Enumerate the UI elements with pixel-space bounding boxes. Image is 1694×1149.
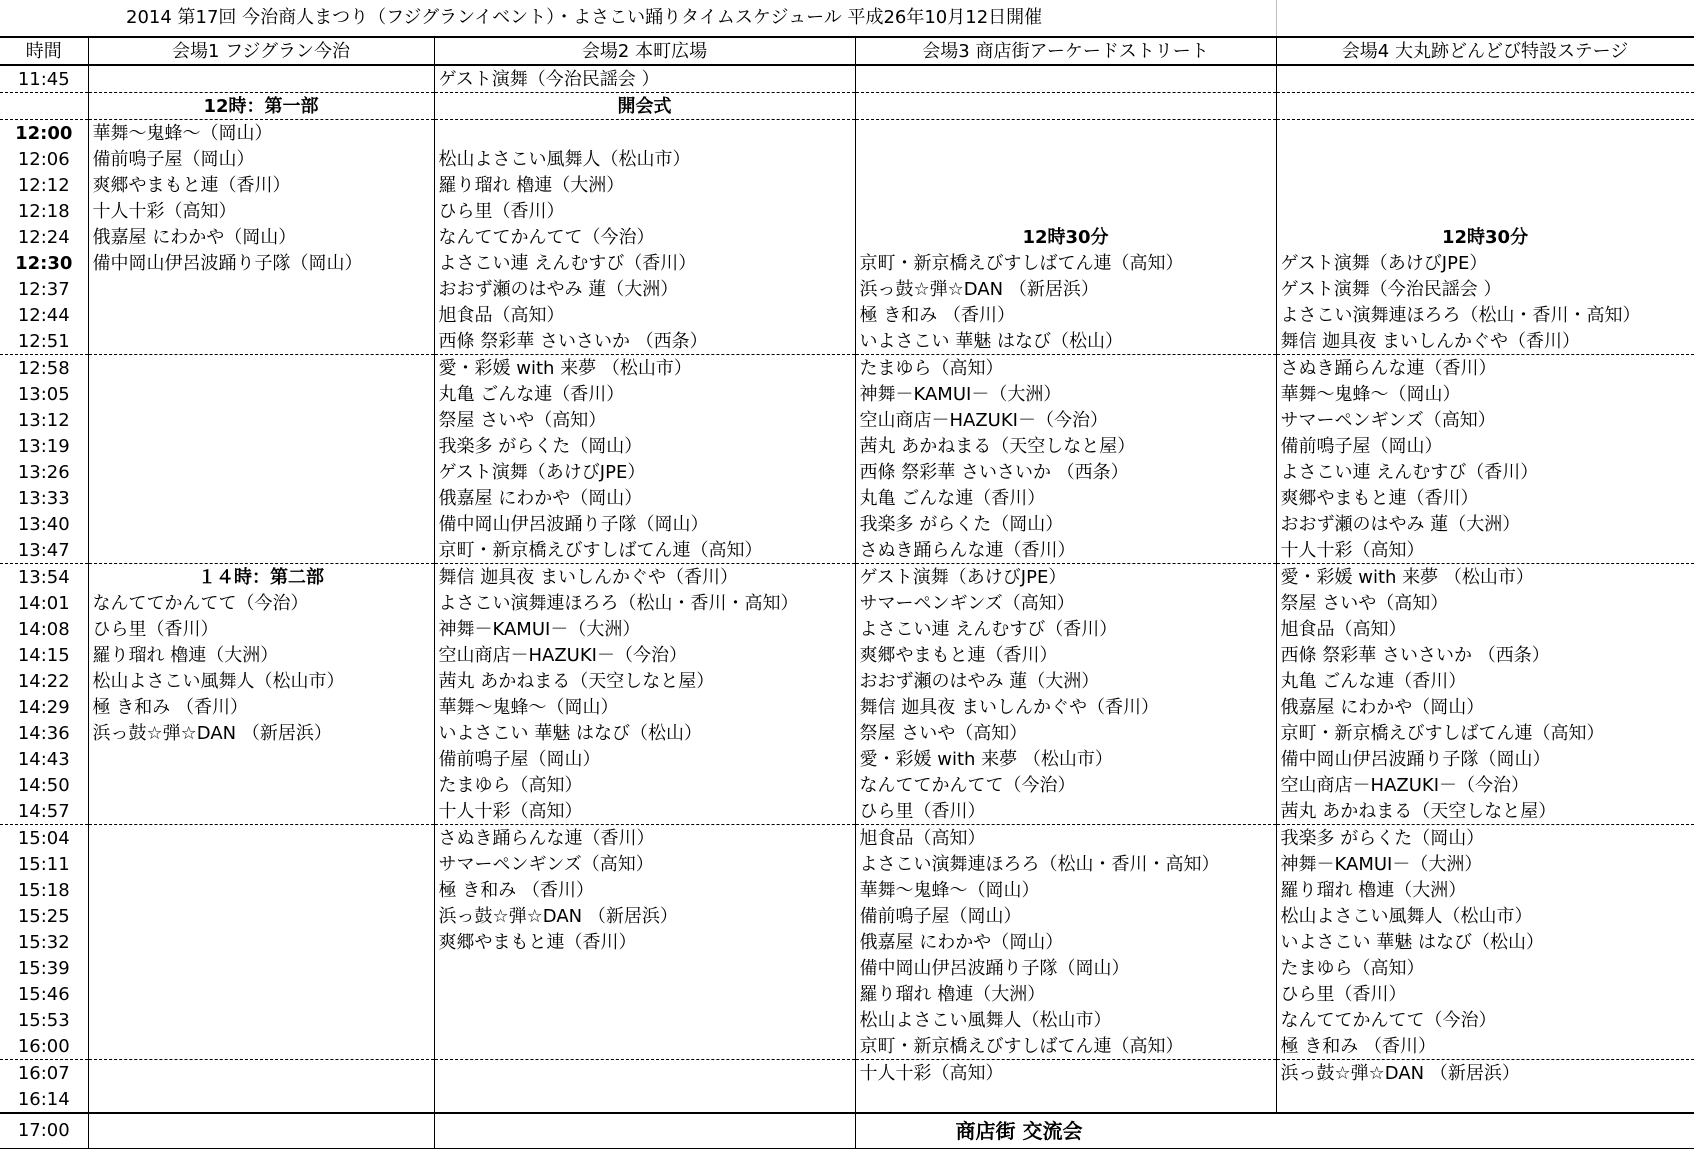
time-cell: 15:04: [0, 825, 88, 852]
venue-2-cell: いよさこい 華魅 はなび（松山）: [434, 720, 855, 746]
venue-3-cell: [855, 172, 1276, 198]
venue-3-cell: [855, 93, 1276, 120]
venue-4-cell: たまゆら（高知）: [1276, 955, 1694, 981]
venue-2-cell: [434, 1086, 855, 1113]
venue-3-cell: 我楽多 がらくた（岡山）: [855, 511, 1276, 537]
venue-4-cell: 爽郷やまもと連（香川）: [1276, 485, 1694, 511]
time-cell: 14:57: [17, 800, 70, 822]
venue-4-cell: [1276, 93, 1694, 120]
venue-2-cell: 京町・新京橋えびすしばてん連（高知）: [434, 537, 855, 564]
schedule-row: [0, 302, 1694, 328]
time-cell: 15:46: [17, 983, 70, 1005]
venue-3-cell: 旭食品（高知）: [855, 825, 1276, 852]
venue-1-cell: [88, 955, 434, 981]
venue-1-cell: [88, 328, 434, 355]
schedule-row: [0, 798, 1694, 825]
header-row: [0, 37, 1694, 65]
venue-3-cell: [855, 120, 1276, 147]
footer-exchange-event: 商店街 交流会: [855, 1113, 1694, 1149]
schedule-row: [0, 1033, 1694, 1060]
venue-2-cell: 西條 祭彩華 さいさいか （西条）: [434, 328, 855, 355]
venue-1-cell: [88, 981, 434, 1007]
venue-3-cell: 極 き和み （香川）: [855, 302, 1276, 328]
venue-4-cell: [1276, 146, 1694, 172]
venue-1-cell: [88, 877, 434, 903]
time-cell: 14:01: [17, 592, 70, 614]
schedule-row: [0, 746, 1694, 772]
venue-2-cell: よさこい連 えんむすび（香川）: [434, 250, 855, 276]
time-cell: 14:43: [17, 748, 70, 770]
venue-4-cell: 西條 祭彩華 さいさいか （西条）: [1276, 642, 1694, 668]
time-cell: 14:29: [17, 696, 70, 718]
title-row: [0, 0, 1694, 37]
venue-2-cell: ゲスト演舞（あけびJPE）: [434, 459, 855, 485]
venue-3-cell: [855, 65, 1276, 93]
schedule-row: [0, 120, 1694, 147]
venue-1-cell: １４時：第二部: [88, 564, 434, 591]
venue-4-cell: よさこい連 えんむすび（香川）: [1276, 459, 1694, 485]
schedule-row: [0, 929, 1694, 955]
venue-1-cell: [88, 459, 434, 485]
venue-2-cell: 空山商店－HAZUKI－（今治）: [434, 642, 855, 668]
venue-2-cell: ゲスト演舞（今治民謡会 ）: [434, 65, 855, 93]
venue-1-cell: [88, 1060, 434, 1087]
venue-3-cell: 京町・新京橋えびすしばてん連（高知）: [855, 1033, 1276, 1060]
venue-4-cell: 丸亀 ごんな連（香川）: [1276, 668, 1694, 694]
schedule-row: [0, 459, 1694, 485]
schedule-row: [0, 65, 1694, 93]
venue-1-cell: [88, 851, 434, 877]
time-cell: 16:07: [0, 1060, 88, 1087]
schedule-row: [0, 355, 1694, 382]
venue-2-cell: 羅り瑠れ 櫓連（大洲）: [434, 172, 855, 198]
venue-1-cell: 備前鳴子屋（岡山）: [88, 146, 434, 172]
time-cell: 15:18: [17, 879, 70, 901]
time-cell: 12:30: [15, 252, 73, 274]
time-cell: 12:51: [17, 330, 70, 352]
venue-2-cell: [434, 955, 855, 981]
venue-1-cell: 十人十彩（高知）: [88, 198, 434, 224]
venue-4-cell: サマーペンギンズ（高知）: [1276, 407, 1694, 433]
schedule-row: [0, 172, 1694, 198]
venue-4-cell: いよさこい 華魅 はなび（松山）: [1276, 929, 1694, 955]
venue-4-cell: なんててかんてて（今治）: [1276, 1007, 1694, 1033]
time-cell: 14:08: [17, 618, 70, 640]
schedule-row: [0, 381, 1694, 407]
venue-3-cell: いよさこい 華魅 はなび（松山）: [855, 328, 1276, 355]
venue-4-cell: [1276, 1086, 1694, 1113]
time-cell: 13:19: [17, 435, 70, 457]
venue-2-cell: 舞信 迦具夜 まいしんかぐや（香川）: [434, 564, 855, 591]
venue-1-cell: 浜っ鼓☆弾☆DAN （新居浜）: [88, 720, 434, 746]
venue-2-cell: なんててかんてて（今治）: [434, 224, 855, 250]
venue-3-cell: 祭屋 さいや（高知）: [855, 720, 1276, 746]
venue-1-cell: [88, 929, 434, 955]
schedule-row: [0, 825, 1694, 852]
schedule-row: [0, 772, 1694, 798]
schedule-row: [0, 537, 1694, 564]
schedule-row: [0, 485, 1694, 511]
venue-4-cell: 我楽多 がらくた（岡山）: [1276, 825, 1694, 852]
schedule-row: [0, 276, 1694, 302]
time-cell: 15:39: [17, 957, 70, 979]
venue-1-cell: [88, 798, 434, 825]
schedule-row: [0, 720, 1694, 746]
schedule-row: [0, 511, 1694, 537]
venue-1-cell: 爽郷やまもと連（香川）: [88, 172, 434, 198]
venue-3-cell: 俄嘉屋 にわかや（岡山）: [855, 929, 1276, 955]
venue-2-cell: [434, 981, 855, 1007]
venue-2-cell: [434, 120, 855, 147]
venue-3-cell: ひら里（香川）: [855, 798, 1276, 825]
time-cell: 15:32: [17, 931, 70, 953]
venue-4-cell: 羅り瑠れ 櫓連（大洲）: [1276, 877, 1694, 903]
venue-2-cell: 俄嘉屋 にわかや（岡山）: [434, 485, 855, 511]
venue-1-cell: [88, 1033, 434, 1060]
venue-4-cell: 茜丸 あかねまる（天空しなと屋）: [1276, 798, 1694, 825]
schedule-row: [0, 1086, 1694, 1113]
schedule-row: [0, 642, 1694, 668]
venue-4-cell: よさこい演舞連ほろろ（松山・香川・高知）: [1276, 302, 1694, 328]
venue-3-cell: ゲスト演舞（あけびJPE）: [855, 564, 1276, 591]
venue-1-cell: [88, 485, 434, 511]
venue-4-cell: ゲスト演舞（今治民謡会 ）: [1276, 276, 1694, 302]
venue-3-cell: さぬき踊らんな連（香川）: [855, 537, 1276, 564]
venue-1-cell: [88, 772, 434, 798]
venue-2-cell: 開会式: [434, 93, 855, 120]
venue-4-cell: [1276, 65, 1694, 93]
venue-3-cell: 愛・彩媛 with 来夢 （松山市）: [855, 746, 1276, 772]
venue-4-cell: 舞信 迦具夜 まいしんかぐや（香川）: [1276, 328, 1694, 355]
time-cell: 12:37: [17, 278, 70, 300]
venue-1-cell: [88, 825, 434, 852]
venue-3-cell: 茜丸 あかねまる（天空しなと屋）: [855, 433, 1276, 459]
schedule-row: [0, 224, 1694, 250]
venue-3-cell: 西條 祭彩華 さいさいか （西条）: [855, 459, 1276, 485]
schedule-row: [0, 198, 1694, 224]
venue-4-cell: 俄嘉屋 にわかや（岡山）: [1276, 694, 1694, 720]
venue-2-cell: たまゆら（高知）: [434, 772, 855, 798]
schedule-row: [0, 407, 1694, 433]
venue-1-cell: [88, 903, 434, 929]
header-venue-4: 会場4 大丸跡どんどび特設ステージ: [1276, 37, 1694, 65]
time-cell: 15:25: [17, 905, 70, 927]
venue-2-cell: 極 き和み （香川）: [434, 877, 855, 903]
venue-1-cell: [88, 746, 434, 772]
venue-2-cell: ひら里（香川）: [434, 198, 855, 224]
time-cell: 11:45: [17, 68, 70, 90]
time-cell: 14:15: [17, 644, 70, 666]
venue-1-cell: [88, 511, 434, 537]
venue-1-cell: [88, 1007, 434, 1033]
venue-2-cell: 茜丸 あかねまる（天空しなと屋）: [434, 668, 855, 694]
venue-4-cell: [1276, 198, 1694, 224]
venue-3-cell: 羅り瑠れ 櫓連（大洲）: [855, 981, 1276, 1007]
time-cell: 14:22: [17, 670, 70, 692]
venue-3-cell: 浜っ鼓☆弾☆DAN （新居浜）: [855, 276, 1276, 302]
venue-2-cell: 神舞－KAMUI－（大洲）: [434, 616, 855, 642]
venue-1-cell: [88, 537, 434, 564]
venue-3-cell: 備中岡山伊呂波踊り子隊（岡山）: [855, 955, 1276, 981]
venue-3-cell: 備前鳴子屋（岡山）: [855, 903, 1276, 929]
page-title: 2014 第17回 今治商人まつり（フジグランイベント）・よさこい踊りタイムスケジュール 平成26年10月12日開催: [88, 0, 1276, 37]
venue-4-cell: 祭屋 さいや（高知）: [1276, 590, 1694, 616]
venue-3-cell: [855, 198, 1276, 224]
schedule-row: [0, 564, 1694, 591]
venue-4-cell: 京町・新京橋えびすしばてん連（高知）: [1276, 720, 1694, 746]
venue-2-cell: 浜っ鼓☆弾☆DAN （新居浜）: [434, 903, 855, 929]
venue-2-cell: 松山よさこい風舞人（松山市）: [434, 146, 855, 172]
venue-3-cell: 空山商店－HAZUKI－（今治）: [855, 407, 1276, 433]
header-venue-2: 会場2 本町広場: [434, 37, 855, 65]
venue-4-cell: 浜っ鼓☆弾☆DAN （新居浜）: [1276, 1060, 1694, 1087]
venue-1-cell: [88, 433, 434, 459]
venue-1-cell: 松山よさこい風舞人（松山市）: [88, 668, 434, 694]
venue-1-cell: 俄嘉屋 にわかや（岡山）: [88, 224, 434, 250]
venue-4-cell: 空山商店－HAZUKI－（今治）: [1276, 772, 1694, 798]
venue-3-cell: 丸亀 ごんな連（香川）: [855, 485, 1276, 511]
time-cell: 12:44: [17, 304, 70, 326]
venue-3-cell: よさこい連 えんむすび（香川）: [855, 616, 1276, 642]
venue-3-cell: 華舞～鬼蜂～（岡山）: [855, 877, 1276, 903]
venue-4-cell: [1276, 120, 1694, 147]
schedule-row: [0, 250, 1694, 276]
schedule-row: [0, 93, 1694, 120]
time-cell: [0, 93, 88, 120]
venue-4-cell: [1276, 172, 1694, 198]
venue-3-cell: 神舞－KAMUI－（大洲）: [855, 381, 1276, 407]
venue-2-cell: サマーペンギンズ（高知）: [434, 851, 855, 877]
venue-4-cell: 極 き和み （香川）: [1276, 1033, 1694, 1060]
venue-2-cell: 旭食品（高知）: [434, 302, 855, 328]
schedule-row: [0, 668, 1694, 694]
time-cell: 16:00: [17, 1035, 70, 1057]
venue-3-cell: 爽郷やまもと連（香川）: [855, 642, 1276, 668]
time-cell: 12:06: [17, 148, 70, 170]
schedule-row: [0, 694, 1694, 720]
time-cell: 13:12: [17, 409, 70, 431]
venue-2-cell: 丸亀 ごんな連（香川）: [434, 381, 855, 407]
footer-blank: [88, 1113, 434, 1149]
venue-1-cell: [88, 302, 434, 328]
venue-2-cell: 愛・彩媛 with 来夢 （松山市）: [434, 355, 855, 382]
venue-4-cell: ゲスト演舞（あけびJPE）: [1276, 250, 1694, 276]
footer-row: [0, 1113, 1694, 1149]
venue-3-cell: 舞信 迦具夜 まいしんかぐや（香川）: [855, 694, 1276, 720]
time-cell: 13:05: [17, 383, 70, 405]
venue-1-cell: 12時：第一部: [88, 93, 434, 120]
time-cell: 12:12: [17, 174, 70, 196]
venue-4-cell: 松山よさこい風舞人（松山市）: [1276, 903, 1694, 929]
venue-4-cell: 十人十彩（高知）: [1276, 537, 1694, 564]
schedule-row: [0, 955, 1694, 981]
schedule-row: [0, 146, 1694, 172]
header-venue-1: 会場1 フジグラン今治: [88, 37, 434, 65]
venue-4-cell: 愛・彩媛 with 来夢 （松山市）: [1276, 564, 1694, 591]
time-cell: 12:00: [0, 120, 88, 147]
time-cell: 13:33: [17, 487, 70, 509]
venue-3-cell: [855, 146, 1276, 172]
time-cell: 12:24: [17, 226, 70, 248]
venue-4-cell: さぬき踊らんな連（香川）: [1276, 355, 1694, 382]
schedule-row: [0, 590, 1694, 616]
schedule-row: [0, 328, 1694, 355]
time-cell: 14:36: [17, 722, 70, 744]
schedule-row: [0, 1007, 1694, 1033]
venue-3-cell: おおず瀬のはやみ 蓮（大洲）: [855, 668, 1276, 694]
venue-1-cell: [88, 355, 434, 382]
time-cell: 12:58: [0, 355, 88, 382]
venue-1-cell: [88, 1086, 434, 1113]
venue-2-cell: [434, 1033, 855, 1060]
time-cell: 13:26: [17, 461, 70, 483]
venue-3-cell: 京町・新京橋えびすしばてん連（高知）: [855, 250, 1276, 276]
venue-1-cell: 備中岡山伊呂波踊り子隊（岡山）: [88, 250, 434, 276]
time-cell: 15:11: [17, 853, 70, 875]
venue-2-cell: [434, 1007, 855, 1033]
venue-3-cell: 12時30分: [855, 224, 1276, 250]
venue-1-cell: 極 き和み （香川）: [88, 694, 434, 720]
venue-2-cell: よさこい演舞連ほろろ（松山・香川・高知）: [434, 590, 855, 616]
footer-time: 17:00: [0, 1113, 88, 1149]
time-cell: 12:18: [17, 200, 70, 222]
venue-4-cell: 神舞－KAMUI－（大洲）: [1276, 851, 1694, 877]
venue-2-cell: 備中岡山伊呂波踊り子隊（岡山）: [434, 511, 855, 537]
venue-4-cell: ひら里（香川）: [1276, 981, 1694, 1007]
venue-2-cell: おおず瀬のはやみ 蓮（大洲）: [434, 276, 855, 302]
venue-4-cell: 備中岡山伊呂波踊り子隊（岡山）: [1276, 746, 1694, 772]
venue-1-cell: 華舞～鬼蜂～（岡山）: [88, 120, 434, 147]
schedule-row: [0, 903, 1694, 929]
venue-3-cell: 松山よさこい風舞人（松山市）: [855, 1007, 1276, 1033]
venue-3-cell: [855, 1086, 1276, 1113]
venue-2-cell: さぬき踊らんな連（香川）: [434, 825, 855, 852]
venue-3-cell: よさこい演舞連ほろろ（松山・香川・高知）: [855, 851, 1276, 877]
time-cell: 13:47: [17, 539, 70, 561]
venue-1-cell: [88, 65, 434, 93]
venue-4-cell: 華舞～鬼蜂～（岡山）: [1276, 381, 1694, 407]
venue-4-cell: 旭食品（高知）: [1276, 616, 1694, 642]
time-cell: 15:53: [17, 1009, 70, 1031]
venue-1-cell: 羅り瑠れ 櫓連（大洲）: [88, 642, 434, 668]
schedule-row: [0, 877, 1694, 903]
venue-1-cell: [88, 381, 434, 407]
venue-3-cell: 十人十彩（高知）: [855, 1060, 1276, 1087]
time-cell: 13:40: [17, 513, 70, 535]
venue-2-cell: 備前鳴子屋（岡山）: [434, 746, 855, 772]
schedule-row: [0, 981, 1694, 1007]
schedule-row: [0, 433, 1694, 459]
time-cell: 13:54: [0, 564, 88, 591]
venue-3-cell: たまゆら（高知）: [855, 355, 1276, 382]
venue-2-cell: 十人十彩（高知）: [434, 798, 855, 825]
venue-1-cell: [88, 407, 434, 433]
venue-4-cell: 12時30分: [1276, 224, 1694, 250]
venue-2-cell: 我楽多 がらくた（岡山）: [434, 433, 855, 459]
venue-3-cell: サマーペンギンズ（高知）: [855, 590, 1276, 616]
venue-2-cell: 祭屋 さいや（高知）: [434, 407, 855, 433]
schedule-row: [0, 1060, 1694, 1087]
venue-2-cell: 華舞～鬼蜂～（岡山）: [434, 694, 855, 720]
time-cell: 16:14: [17, 1088, 70, 1110]
venue-1-cell: ひら里（香川）: [88, 616, 434, 642]
venue-2-cell: [434, 1060, 855, 1087]
venue-4-cell: おおず瀬のはやみ 蓮（大洲）: [1276, 511, 1694, 537]
header-time: 時間: [0, 37, 88, 65]
venue-3-cell: なんててかんてて（今治）: [855, 772, 1276, 798]
header-venue-3: 会場3 商店街アーケードストリート: [855, 37, 1276, 65]
schedule-row: [0, 851, 1694, 877]
footer-blank: [434, 1113, 855, 1149]
venue-2-cell: 爽郷やまもと連（香川）: [434, 929, 855, 955]
venue-1-cell: なんててかんてて（今治）: [88, 590, 434, 616]
schedule-row: [0, 616, 1694, 642]
venue-1-cell: [88, 276, 434, 302]
time-cell: 14:50: [17, 774, 70, 796]
venue-4-cell: 備前鳴子屋（岡山）: [1276, 433, 1694, 459]
